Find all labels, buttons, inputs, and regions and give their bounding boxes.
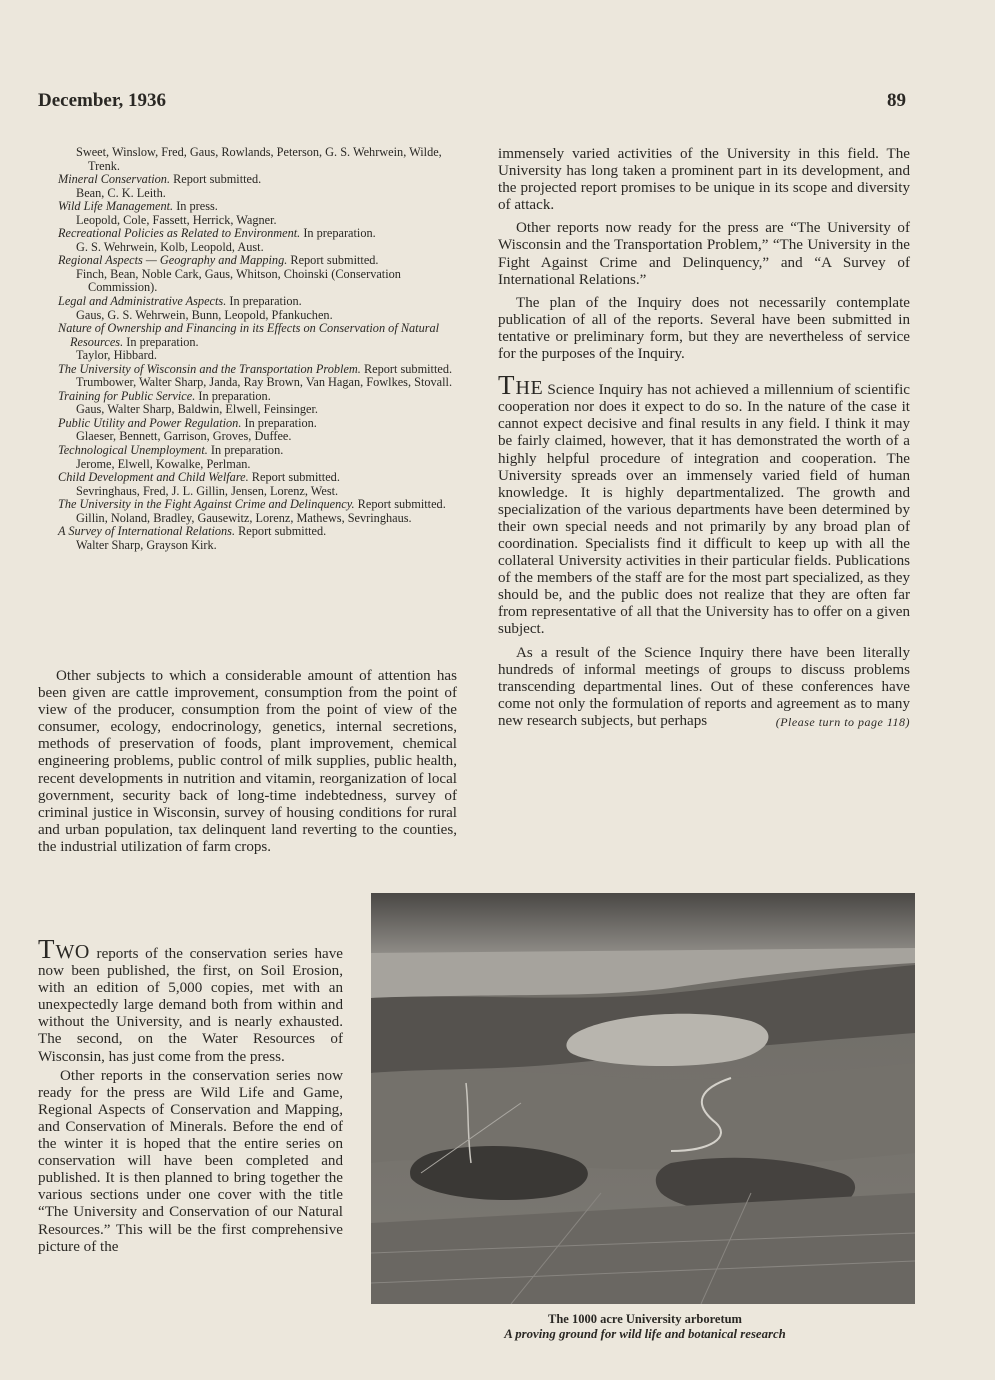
left-column-top — [38, 668, 457, 856]
report-status: In preparation. — [303, 226, 376, 241]
report-title-line — [58, 417, 458, 431]
report-title: Recreational Policies as Related to Environment. — [58, 226, 301, 241]
paragraph-text: As a result of the Science Inquiry there have been literally hundreds of informal meetings of groups to discuss problems transcending departmental lines. Out of these conferences have come not only the formulation of reports and agreement as to many new research subjects, but perhaps — [498, 644, 910, 729]
paragraph-other-reports: Other reports in the conservation series now ready for the press are Wild Life and Game, Regional Aspects of Conservation and Mapping, and Conservation of Minerals. Before the end of the winter it is hoped that the entire series on conservation will have been completed and published. It is then planned to bring together the various sections under one cover with the title “The University and Conservation of our Natural Resources.” This will be the first comprehensive picture of the — [38, 1067, 343, 1255]
continued-notice: (Please turn to page 118) — [775, 714, 910, 729]
report-title-line — [58, 498, 458, 512]
paragraph-text: reports of the conservation series have now been published, the first, on Soil Erosion, with an edition of 5,000 copies, met with an unexpectedly large demand both from within and without the University, and is nearly exhausted. The second, on the Water Resources of Wisconsin, has just come from the press. — [38, 946, 343, 1065]
report-title: Mineral Conservation. — [58, 172, 171, 187]
report-title: Nature of Ownership and Financing in its Effects on Conservation of Natural Resources. — [58, 321, 440, 349]
report-title-line — [58, 200, 458, 214]
report-title: Public Utility and Power Regulation. — [58, 415, 242, 430]
report-status: In preparation. — [126, 334, 199, 349]
report-title-line — [58, 471, 458, 485]
right-column — [498, 146, 910, 731]
report-members: Gaus, G. S. Wehrwein, Bunn, Leopold, Pfankuchen. — [76, 307, 333, 322]
report-members: Sweet, Winslow, Fred, Gaus, Rowlands, Peterson, G. S. Wehrwein, Wilde, Trenk. — [76, 145, 442, 173]
running-head-date: December, 1936 — [38, 90, 167, 111]
paragraph-conservation-series — [38, 934, 343, 1066]
report-title-line — [58, 322, 458, 349]
report-title-line — [58, 390, 458, 404]
report-title-line — [58, 363, 458, 377]
report-status: Report submitted. — [363, 361, 453, 376]
report-title-line — [58, 173, 458, 187]
paragraph-science-inquiry — [498, 370, 910, 638]
paragraph-other-subjects: Other subjects to which a considerable amount of attention has been given are cattle improvement, consumption from the point of view of the producer, consumption from the point of view of the consumer, ecology, endocrinology, genetics, internal secretions, methods of preservation of foods, plant improvement, chemical engineering problems, public control of milk supplies, public health, recent developments in nutrition and vitamin, reorganization of local government, security back of long-time indebtedness, survey of criminal justice in Wisconsin, survey of housing conditions for rural and urban population, tax delinquent land reverting to the counties, the industrial utilization of farm crops. — [38, 668, 457, 855]
report-title: Legal and Administrative Aspects. — [58, 294, 227, 309]
paragraph-varied-activities: immensely varied activities of the University in this field. The University has long taken a prominent part in its development, and the projected report promises to be unique in its scope and diversity of attack. — [498, 146, 910, 214]
report-members: Glaeser, Bennett, Garrison, Groves, Duffee. — [76, 429, 292, 444]
report-title: Regional Aspects — Geography and Mapping. — [58, 253, 288, 268]
paragraph-plan-of-inquiry: The plan of the Inquiry does not necessarily contemplate publication of all of the reports. Several have been submitted in tentative or preliminary form, but they are nevertheless of service for the purposes of the Inquiry. — [498, 294, 910, 363]
report-status: In preparation. — [210, 443, 284, 458]
report-members: Trumbower, Walter Sharp, Janda, Ray Brown, Van Hagan, Fowlkes, Stovall. — [76, 375, 453, 390]
report-title: Child Development and Child Welfare. — [58, 470, 249, 485]
paragraph-text: Science Inquiry has not achieved a millennium of scientific cooperation nor does it expect to do so. In the nature of the case it cannot expect decisive and final results in any field. I think it may be fairly claimed, however, that it has demonstrated the worth of a highly helpful procedure of integration and cooperation. The University spreads over an immensely varied field of human knowledge. It is highly departmentalized. The growth and specialization of the various departments have been determined by their own special needs and not primarily by any broad plan of coordination. Specialists find it difficult to keep up with all the collateral University activities in their particular fields. Publications of the members of the staff are for the most part specialized, as they should be, and the public does not realize that they are often far from representative of all that the University has to offer on a given subject. — [498, 382, 910, 638]
report-status: In preparation. — [198, 388, 271, 403]
paragraph-result — [498, 645, 910, 730]
report-title-line — [58, 254, 458, 268]
report-title: Technological Unemployment. — [58, 443, 208, 458]
small-caps-lead: WO — [55, 941, 90, 963]
aerial-landscape-image — [371, 893, 915, 1304]
report-members: Bean, C. K. Leith. — [76, 185, 166, 200]
report-title-line — [58, 444, 458, 458]
report-title-line — [58, 295, 458, 309]
report-status: Report submitted. — [173, 172, 262, 187]
report-members: Gaus, Walter Sharp, Baldwin, Elwell, Feinsinger. — [76, 402, 318, 417]
report-title: A Survey of International Relations. — [58, 524, 236, 539]
report-status: Report submitted. — [238, 524, 327, 539]
report-title: The University in the Fight Against Crime and Delinquency. — [58, 497, 355, 512]
report-members: Sevringhaus, Fred, J. L. Gillin, Jensen, Lorenz, West. — [76, 483, 339, 498]
report-members: Taylor, Hibbard. — [76, 348, 157, 363]
report-title: Training for Public Service. — [58, 388, 196, 403]
report-members: Jerome, Elwell, Kowalke, Perlman. — [76, 456, 251, 471]
drop-initial: T — [498, 370, 516, 401]
report-members: Finch, Bean, Noble Cark, Gaus, Whitson, Choinski (Conservation Commission). — [76, 266, 401, 295]
page-number: 89 — [887, 90, 906, 111]
photo-caption-subtitle: A proving ground for wild life and botanical research — [504, 1327, 786, 1341]
report-members: Gillin, Noland, Bradley, Gausewitz, Lorenz, Mathews, Sevringhaus. — [76, 510, 412, 525]
report-title-line — [58, 227, 458, 241]
report-members: Leopold, Cole, Fassett, Herrick, Wagner. — [76, 212, 277, 227]
paragraph-other-reports-ready: Other reports now ready for the press are “The University of Wisconsin and the Transportation Problem,” “The University in the Fight Against Crime and Delinquency,” and “A Survey of International Relations.” — [498, 220, 910, 288]
arboretum-aerial-photo — [371, 893, 915, 1304]
report-title: The University of Wisconsin and the Transportation Problem. — [58, 361, 361, 376]
report-status: Report submitted. — [251, 470, 340, 485]
drop-initial: T — [38, 934, 56, 964]
report-title-line — [58, 525, 458, 539]
report-list — [58, 146, 458, 552]
report-status: Report submitted. — [357, 497, 446, 512]
report-status: In press. — [176, 199, 218, 214]
report-status: Report submitted. — [290, 253, 379, 268]
report-members: Walter Sharp, Grayson Kirk. — [76, 537, 217, 552]
photo-caption-title: The 1000 acre University arboretum — [548, 1312, 742, 1326]
report-status: In preparation. — [229, 294, 302, 309]
report-title: Wild Life Management. — [58, 199, 174, 214]
small-caps-lead: HE — [515, 377, 544, 400]
report-members: G. S. Wehrwein, Kolb, Leopold, Aust. — [76, 239, 264, 254]
report-status: In preparation. — [244, 415, 317, 430]
left-column-bottom — [38, 934, 343, 1256]
